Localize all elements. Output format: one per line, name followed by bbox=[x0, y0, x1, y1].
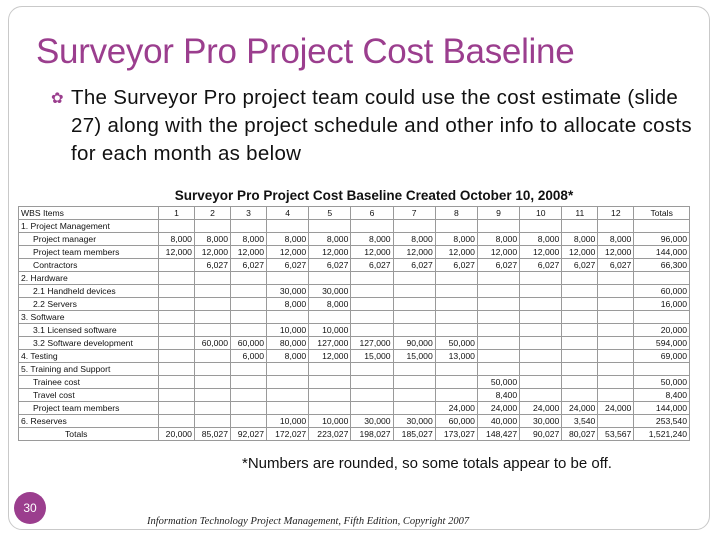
month-cost-cell bbox=[520, 376, 562, 389]
month-cost-cell bbox=[477, 311, 519, 324]
month-cost-cell bbox=[477, 350, 519, 363]
month-cost-cell: 24,000 bbox=[520, 402, 562, 415]
table-row bbox=[19, 220, 690, 233]
month-cost-cell bbox=[309, 272, 351, 285]
month-cost-cell: 8,000 bbox=[351, 233, 393, 246]
month-cost-cell: 6,027 bbox=[393, 259, 435, 272]
month-cost-cell: 50,000 bbox=[435, 337, 477, 350]
month-cost-cell bbox=[351, 272, 393, 285]
slide-title: Surveyor Pro Project Cost Baseline bbox=[36, 32, 575, 71]
month-cost-cell: 24,000 bbox=[562, 402, 598, 415]
month-cost-cell bbox=[194, 285, 230, 298]
month-cost-cell bbox=[435, 389, 477, 402]
row-total-cell: 69,000 bbox=[634, 350, 690, 363]
month-cost-cell: 60,000 bbox=[435, 415, 477, 428]
month-cost-cell: 92,027 bbox=[230, 428, 266, 441]
month-cost-cell bbox=[562, 350, 598, 363]
month-cost-cell bbox=[598, 376, 634, 389]
header-cell: 8 bbox=[435, 207, 477, 220]
month-cost-cell: 12,000 bbox=[598, 246, 634, 259]
row-total-cell: 16,000 bbox=[634, 298, 690, 311]
wbs-item-cell: Project team members bbox=[19, 402, 159, 415]
table-row bbox=[19, 272, 690, 285]
month-cost-cell: 6,027 bbox=[267, 259, 309, 272]
month-cost-cell bbox=[351, 363, 393, 376]
table-row bbox=[19, 350, 690, 363]
month-cost-cell bbox=[309, 376, 351, 389]
row-total-cell: 144,000 bbox=[634, 246, 690, 259]
month-cost-cell: 8,000 bbox=[230, 233, 266, 246]
wbs-item-cell: 3.1 Licensed software bbox=[19, 324, 159, 337]
month-cost-cell: 90,027 bbox=[520, 428, 562, 441]
month-cost-cell: 8,000 bbox=[158, 233, 194, 246]
month-cost-cell bbox=[158, 311, 194, 324]
footer-copyright: Information Technology Project Management, Fifth Edition, Copyright 2007 bbox=[147, 516, 470, 527]
month-cost-cell bbox=[598, 298, 634, 311]
month-cost-cell bbox=[230, 415, 266, 428]
header-cell: 6 bbox=[351, 207, 393, 220]
month-cost-cell: 6,027 bbox=[351, 259, 393, 272]
month-cost-cell: 223,027 bbox=[309, 428, 351, 441]
month-cost-cell: 6,027 bbox=[435, 259, 477, 272]
table-row bbox=[19, 259, 690, 272]
month-cost-cell bbox=[477, 363, 519, 376]
month-cost-cell: 6,027 bbox=[309, 259, 351, 272]
header-cell: 5 bbox=[309, 207, 351, 220]
month-cost-cell bbox=[158, 350, 194, 363]
month-cost-cell bbox=[598, 350, 634, 363]
month-cost-cell: 10,000 bbox=[309, 415, 351, 428]
month-cost-cell bbox=[309, 389, 351, 402]
month-cost-cell bbox=[393, 376, 435, 389]
wbs-item-cell: 4. Testing bbox=[19, 350, 159, 363]
row-total-cell: 60,000 bbox=[634, 285, 690, 298]
month-cost-cell bbox=[598, 311, 634, 324]
month-cost-cell bbox=[267, 363, 309, 376]
month-cost-cell: 198,027 bbox=[351, 428, 393, 441]
month-cost-cell bbox=[598, 285, 634, 298]
month-cost-cell bbox=[309, 220, 351, 233]
month-cost-cell bbox=[158, 337, 194, 350]
month-cost-cell bbox=[393, 402, 435, 415]
month-cost-cell bbox=[393, 311, 435, 324]
wbs-item-cell: 6. Reserves bbox=[19, 415, 159, 428]
month-cost-cell: 10,000 bbox=[267, 415, 309, 428]
month-cost-cell bbox=[477, 285, 519, 298]
wbs-item-cell: 2.2 Servers bbox=[19, 298, 159, 311]
month-cost-cell: 24,000 bbox=[598, 402, 634, 415]
month-cost-cell: 12,000 bbox=[309, 246, 351, 259]
wbs-item-cell: 3.2 Software development bbox=[19, 337, 159, 350]
month-cost-cell bbox=[435, 324, 477, 337]
month-cost-cell bbox=[230, 402, 266, 415]
month-cost-cell: 12,000 bbox=[435, 246, 477, 259]
month-cost-cell bbox=[598, 272, 634, 285]
month-cost-cell: 3,540 bbox=[562, 415, 598, 428]
month-cost-cell bbox=[477, 298, 519, 311]
row-total-cell bbox=[634, 311, 690, 324]
row-total-cell: 144,000 bbox=[634, 402, 690, 415]
month-cost-cell bbox=[194, 376, 230, 389]
month-cost-cell bbox=[230, 363, 266, 376]
month-cost-cell: 12,000 bbox=[309, 350, 351, 363]
month-cost-cell: 12,000 bbox=[351, 246, 393, 259]
header-cell: Totals bbox=[634, 207, 690, 220]
month-cost-cell bbox=[598, 337, 634, 350]
month-cost-cell: 10,000 bbox=[309, 324, 351, 337]
table-row bbox=[19, 376, 690, 389]
wbs-item-cell: Totals bbox=[19, 428, 159, 441]
month-cost-cell bbox=[477, 337, 519, 350]
table-row bbox=[19, 428, 690, 441]
month-cost-cell bbox=[194, 298, 230, 311]
month-cost-cell bbox=[230, 324, 266, 337]
month-cost-cell bbox=[520, 220, 562, 233]
page-number-badge: 30 bbox=[14, 492, 46, 524]
bullet-text: The Surveyor Pro project team could use the cost estimate (slide 27) along with the project schedule and other info to allocate costs for each month as below bbox=[71, 86, 692, 165]
month-cost-cell bbox=[158, 220, 194, 233]
month-cost-cell bbox=[351, 402, 393, 415]
month-cost-cell bbox=[435, 311, 477, 324]
table-body bbox=[19, 220, 690, 441]
month-cost-cell: 8,400 bbox=[477, 389, 519, 402]
row-total-cell bbox=[634, 272, 690, 285]
bullet-point bbox=[51, 84, 695, 168]
month-cost-cell: 8,000 bbox=[477, 233, 519, 246]
month-cost-cell: 30,000 bbox=[351, 415, 393, 428]
table-title: Surveyor Pro Project Cost Baseline Created October 10, 2008* bbox=[174, 188, 574, 203]
row-total-cell: 253,540 bbox=[634, 415, 690, 428]
month-cost-cell: 173,027 bbox=[435, 428, 477, 441]
month-cost-cell bbox=[598, 389, 634, 402]
table-row bbox=[19, 311, 690, 324]
month-cost-cell bbox=[598, 324, 634, 337]
month-cost-cell bbox=[520, 350, 562, 363]
month-cost-cell: 30,000 bbox=[309, 285, 351, 298]
month-cost-cell bbox=[562, 272, 598, 285]
month-cost-cell bbox=[520, 363, 562, 376]
wbs-item-cell: Trainee cost bbox=[19, 376, 159, 389]
month-cost-cell: 90,000 bbox=[393, 337, 435, 350]
table-row bbox=[19, 324, 690, 337]
month-cost-cell: 127,000 bbox=[351, 337, 393, 350]
wbs-item-cell: 2. Hardware bbox=[19, 272, 159, 285]
month-cost-cell bbox=[158, 402, 194, 415]
month-cost-cell bbox=[562, 285, 598, 298]
month-cost-cell bbox=[562, 311, 598, 324]
month-cost-cell bbox=[351, 324, 393, 337]
month-cost-cell bbox=[267, 376, 309, 389]
month-cost-cell: 148,427 bbox=[477, 428, 519, 441]
table-row bbox=[19, 363, 690, 376]
month-cost-cell bbox=[562, 389, 598, 402]
cost-baseline-table bbox=[18, 206, 690, 441]
month-cost-cell: 15,000 bbox=[393, 350, 435, 363]
month-cost-cell bbox=[520, 311, 562, 324]
table-header-row bbox=[19, 207, 690, 220]
month-cost-cell: 6,000 bbox=[230, 350, 266, 363]
month-cost-cell: 6,027 bbox=[598, 259, 634, 272]
month-cost-cell bbox=[194, 324, 230, 337]
month-cost-cell bbox=[194, 272, 230, 285]
table-row bbox=[19, 337, 690, 350]
month-cost-cell: 6,027 bbox=[230, 259, 266, 272]
month-cost-cell bbox=[520, 324, 562, 337]
row-total-cell bbox=[634, 363, 690, 376]
month-cost-cell bbox=[520, 298, 562, 311]
month-cost-cell: 30,000 bbox=[393, 415, 435, 428]
row-total-cell: 66,300 bbox=[634, 259, 690, 272]
month-cost-cell bbox=[562, 220, 598, 233]
month-cost-cell: 185,027 bbox=[393, 428, 435, 441]
month-cost-cell bbox=[351, 389, 393, 402]
month-cost-cell bbox=[230, 298, 266, 311]
month-cost-cell: 80,000 bbox=[267, 337, 309, 350]
header-cell: WBS Items bbox=[19, 207, 159, 220]
month-cost-cell bbox=[267, 402, 309, 415]
month-cost-cell bbox=[267, 311, 309, 324]
wbs-item-cell: Travel cost bbox=[19, 389, 159, 402]
month-cost-cell: 12,000 bbox=[230, 246, 266, 259]
month-cost-cell: 8,000 bbox=[598, 233, 634, 246]
month-cost-cell bbox=[158, 363, 194, 376]
wbs-item-cell: 3. Software bbox=[19, 311, 159, 324]
month-cost-cell: 172,027 bbox=[267, 428, 309, 441]
month-cost-cell bbox=[158, 298, 194, 311]
month-cost-cell: 13,000 bbox=[435, 350, 477, 363]
month-cost-cell bbox=[194, 311, 230, 324]
month-cost-cell bbox=[477, 220, 519, 233]
month-cost-cell: 12,000 bbox=[194, 246, 230, 259]
row-total-cell: 96,000 bbox=[634, 233, 690, 246]
month-cost-cell bbox=[230, 220, 266, 233]
month-cost-cell bbox=[393, 324, 435, 337]
month-cost-cell bbox=[562, 324, 598, 337]
row-total-cell: 8,400 bbox=[634, 389, 690, 402]
month-cost-cell: 6,027 bbox=[520, 259, 562, 272]
table-row bbox=[19, 285, 690, 298]
header-cell: 7 bbox=[393, 207, 435, 220]
month-cost-cell bbox=[598, 220, 634, 233]
table-row bbox=[19, 233, 690, 246]
month-cost-cell: 30,000 bbox=[267, 285, 309, 298]
month-cost-cell bbox=[520, 272, 562, 285]
month-cost-cell: 8,000 bbox=[435, 233, 477, 246]
month-cost-cell: 12,000 bbox=[393, 246, 435, 259]
month-cost-cell: 6,027 bbox=[194, 259, 230, 272]
month-cost-cell bbox=[158, 415, 194, 428]
row-total-cell: 594,000 bbox=[634, 337, 690, 350]
month-cost-cell: 24,000 bbox=[435, 402, 477, 415]
month-cost-cell bbox=[435, 298, 477, 311]
month-cost-cell bbox=[351, 298, 393, 311]
month-cost-cell bbox=[393, 285, 435, 298]
month-cost-cell bbox=[194, 402, 230, 415]
wbs-item-cell: 2.1 Handheld devices bbox=[19, 285, 159, 298]
month-cost-cell: 8,000 bbox=[267, 298, 309, 311]
rounding-note: *Numbers are rounded, so some totals appear to be off. bbox=[242, 455, 612, 472]
month-cost-cell: 50,000 bbox=[477, 376, 519, 389]
month-cost-cell bbox=[267, 272, 309, 285]
month-cost-cell: 127,000 bbox=[309, 337, 351, 350]
month-cost-cell bbox=[158, 389, 194, 402]
header-cell: 10 bbox=[520, 207, 562, 220]
month-cost-cell: 15,000 bbox=[351, 350, 393, 363]
header-cell: 2 bbox=[194, 207, 230, 220]
month-cost-cell: 12,000 bbox=[477, 246, 519, 259]
month-cost-cell bbox=[351, 376, 393, 389]
month-cost-cell: 8,000 bbox=[520, 233, 562, 246]
row-total-cell: 1,521,240 bbox=[634, 428, 690, 441]
month-cost-cell bbox=[351, 311, 393, 324]
month-cost-cell: 8,000 bbox=[309, 233, 351, 246]
month-cost-cell bbox=[194, 415, 230, 428]
month-cost-cell: 12,000 bbox=[520, 246, 562, 259]
wbs-item-cell: Project manager bbox=[19, 233, 159, 246]
table-row bbox=[19, 389, 690, 402]
month-cost-cell bbox=[230, 376, 266, 389]
month-cost-cell: 8,000 bbox=[194, 233, 230, 246]
month-cost-cell bbox=[351, 285, 393, 298]
month-cost-cell: 12,000 bbox=[158, 246, 194, 259]
cost-baseline-table-image bbox=[18, 188, 690, 444]
month-cost-cell bbox=[230, 311, 266, 324]
month-cost-cell: 24,000 bbox=[477, 402, 519, 415]
header-cell: 1 bbox=[158, 207, 194, 220]
header-cell: 12 bbox=[598, 207, 634, 220]
month-cost-cell bbox=[309, 363, 351, 376]
month-cost-cell: 8,000 bbox=[393, 233, 435, 246]
month-cost-cell bbox=[393, 389, 435, 402]
month-cost-cell bbox=[267, 389, 309, 402]
month-cost-cell bbox=[194, 389, 230, 402]
month-cost-cell bbox=[393, 272, 435, 285]
month-cost-cell: 40,000 bbox=[477, 415, 519, 428]
month-cost-cell bbox=[435, 220, 477, 233]
month-cost-cell bbox=[158, 272, 194, 285]
month-cost-cell bbox=[158, 259, 194, 272]
month-cost-cell: 8,000 bbox=[267, 233, 309, 246]
month-cost-cell bbox=[435, 272, 477, 285]
month-cost-cell: 85,027 bbox=[194, 428, 230, 441]
month-cost-cell bbox=[520, 285, 562, 298]
month-cost-cell bbox=[435, 376, 477, 389]
month-cost-cell: 60,000 bbox=[194, 337, 230, 350]
month-cost-cell bbox=[194, 350, 230, 363]
month-cost-cell bbox=[598, 415, 634, 428]
month-cost-cell bbox=[435, 363, 477, 376]
month-cost-cell bbox=[351, 220, 393, 233]
month-cost-cell: 8,000 bbox=[267, 350, 309, 363]
wbs-item-cell: 5. Training and Support bbox=[19, 363, 159, 376]
month-cost-cell bbox=[158, 376, 194, 389]
month-cost-cell: 8,000 bbox=[309, 298, 351, 311]
table-row bbox=[19, 298, 690, 311]
month-cost-cell bbox=[230, 272, 266, 285]
month-cost-cell: 53,567 bbox=[598, 428, 634, 441]
wbs-item-cell: Project team members bbox=[19, 246, 159, 259]
month-cost-cell bbox=[520, 337, 562, 350]
table-row bbox=[19, 402, 690, 415]
month-cost-cell bbox=[158, 324, 194, 337]
month-cost-cell bbox=[158, 285, 194, 298]
month-cost-cell: 20,000 bbox=[158, 428, 194, 441]
month-cost-cell bbox=[477, 272, 519, 285]
month-cost-cell bbox=[520, 389, 562, 402]
header-cell: 4 bbox=[267, 207, 309, 220]
month-cost-cell: 12,000 bbox=[562, 246, 598, 259]
month-cost-cell bbox=[309, 402, 351, 415]
month-cost-cell bbox=[393, 298, 435, 311]
month-cost-cell bbox=[393, 363, 435, 376]
month-cost-cell bbox=[230, 285, 266, 298]
wbs-item-cell: Contractors bbox=[19, 259, 159, 272]
month-cost-cell: 6,027 bbox=[477, 259, 519, 272]
table-row bbox=[19, 415, 690, 428]
month-cost-cell: 80,027 bbox=[562, 428, 598, 441]
table-row bbox=[19, 246, 690, 259]
month-cost-cell bbox=[562, 376, 598, 389]
month-cost-cell: 6,027 bbox=[562, 259, 598, 272]
month-cost-cell bbox=[477, 324, 519, 337]
month-cost-cell bbox=[194, 220, 230, 233]
header-cell: 11 bbox=[562, 207, 598, 220]
month-cost-cell: 30,000 bbox=[520, 415, 562, 428]
month-cost-cell bbox=[230, 389, 266, 402]
month-cost-cell bbox=[598, 363, 634, 376]
month-cost-cell bbox=[194, 363, 230, 376]
month-cost-cell bbox=[562, 298, 598, 311]
bullet-icon: ✿ bbox=[51, 90, 64, 107]
row-total-cell bbox=[634, 220, 690, 233]
row-total-cell: 20,000 bbox=[634, 324, 690, 337]
month-cost-cell bbox=[393, 220, 435, 233]
row-total-cell: 50,000 bbox=[634, 376, 690, 389]
month-cost-cell: 8,000 bbox=[562, 233, 598, 246]
header-cell: 3 bbox=[230, 207, 266, 220]
month-cost-cell bbox=[562, 363, 598, 376]
month-cost-cell: 12,000 bbox=[267, 246, 309, 259]
month-cost-cell bbox=[267, 220, 309, 233]
month-cost-cell: 60,000 bbox=[230, 337, 266, 350]
month-cost-cell bbox=[562, 337, 598, 350]
month-cost-cell: 10,000 bbox=[267, 324, 309, 337]
month-cost-cell bbox=[309, 311, 351, 324]
month-cost-cell bbox=[435, 285, 477, 298]
header-cell: 9 bbox=[477, 207, 519, 220]
wbs-item-cell: 1. Project Management bbox=[19, 220, 159, 233]
